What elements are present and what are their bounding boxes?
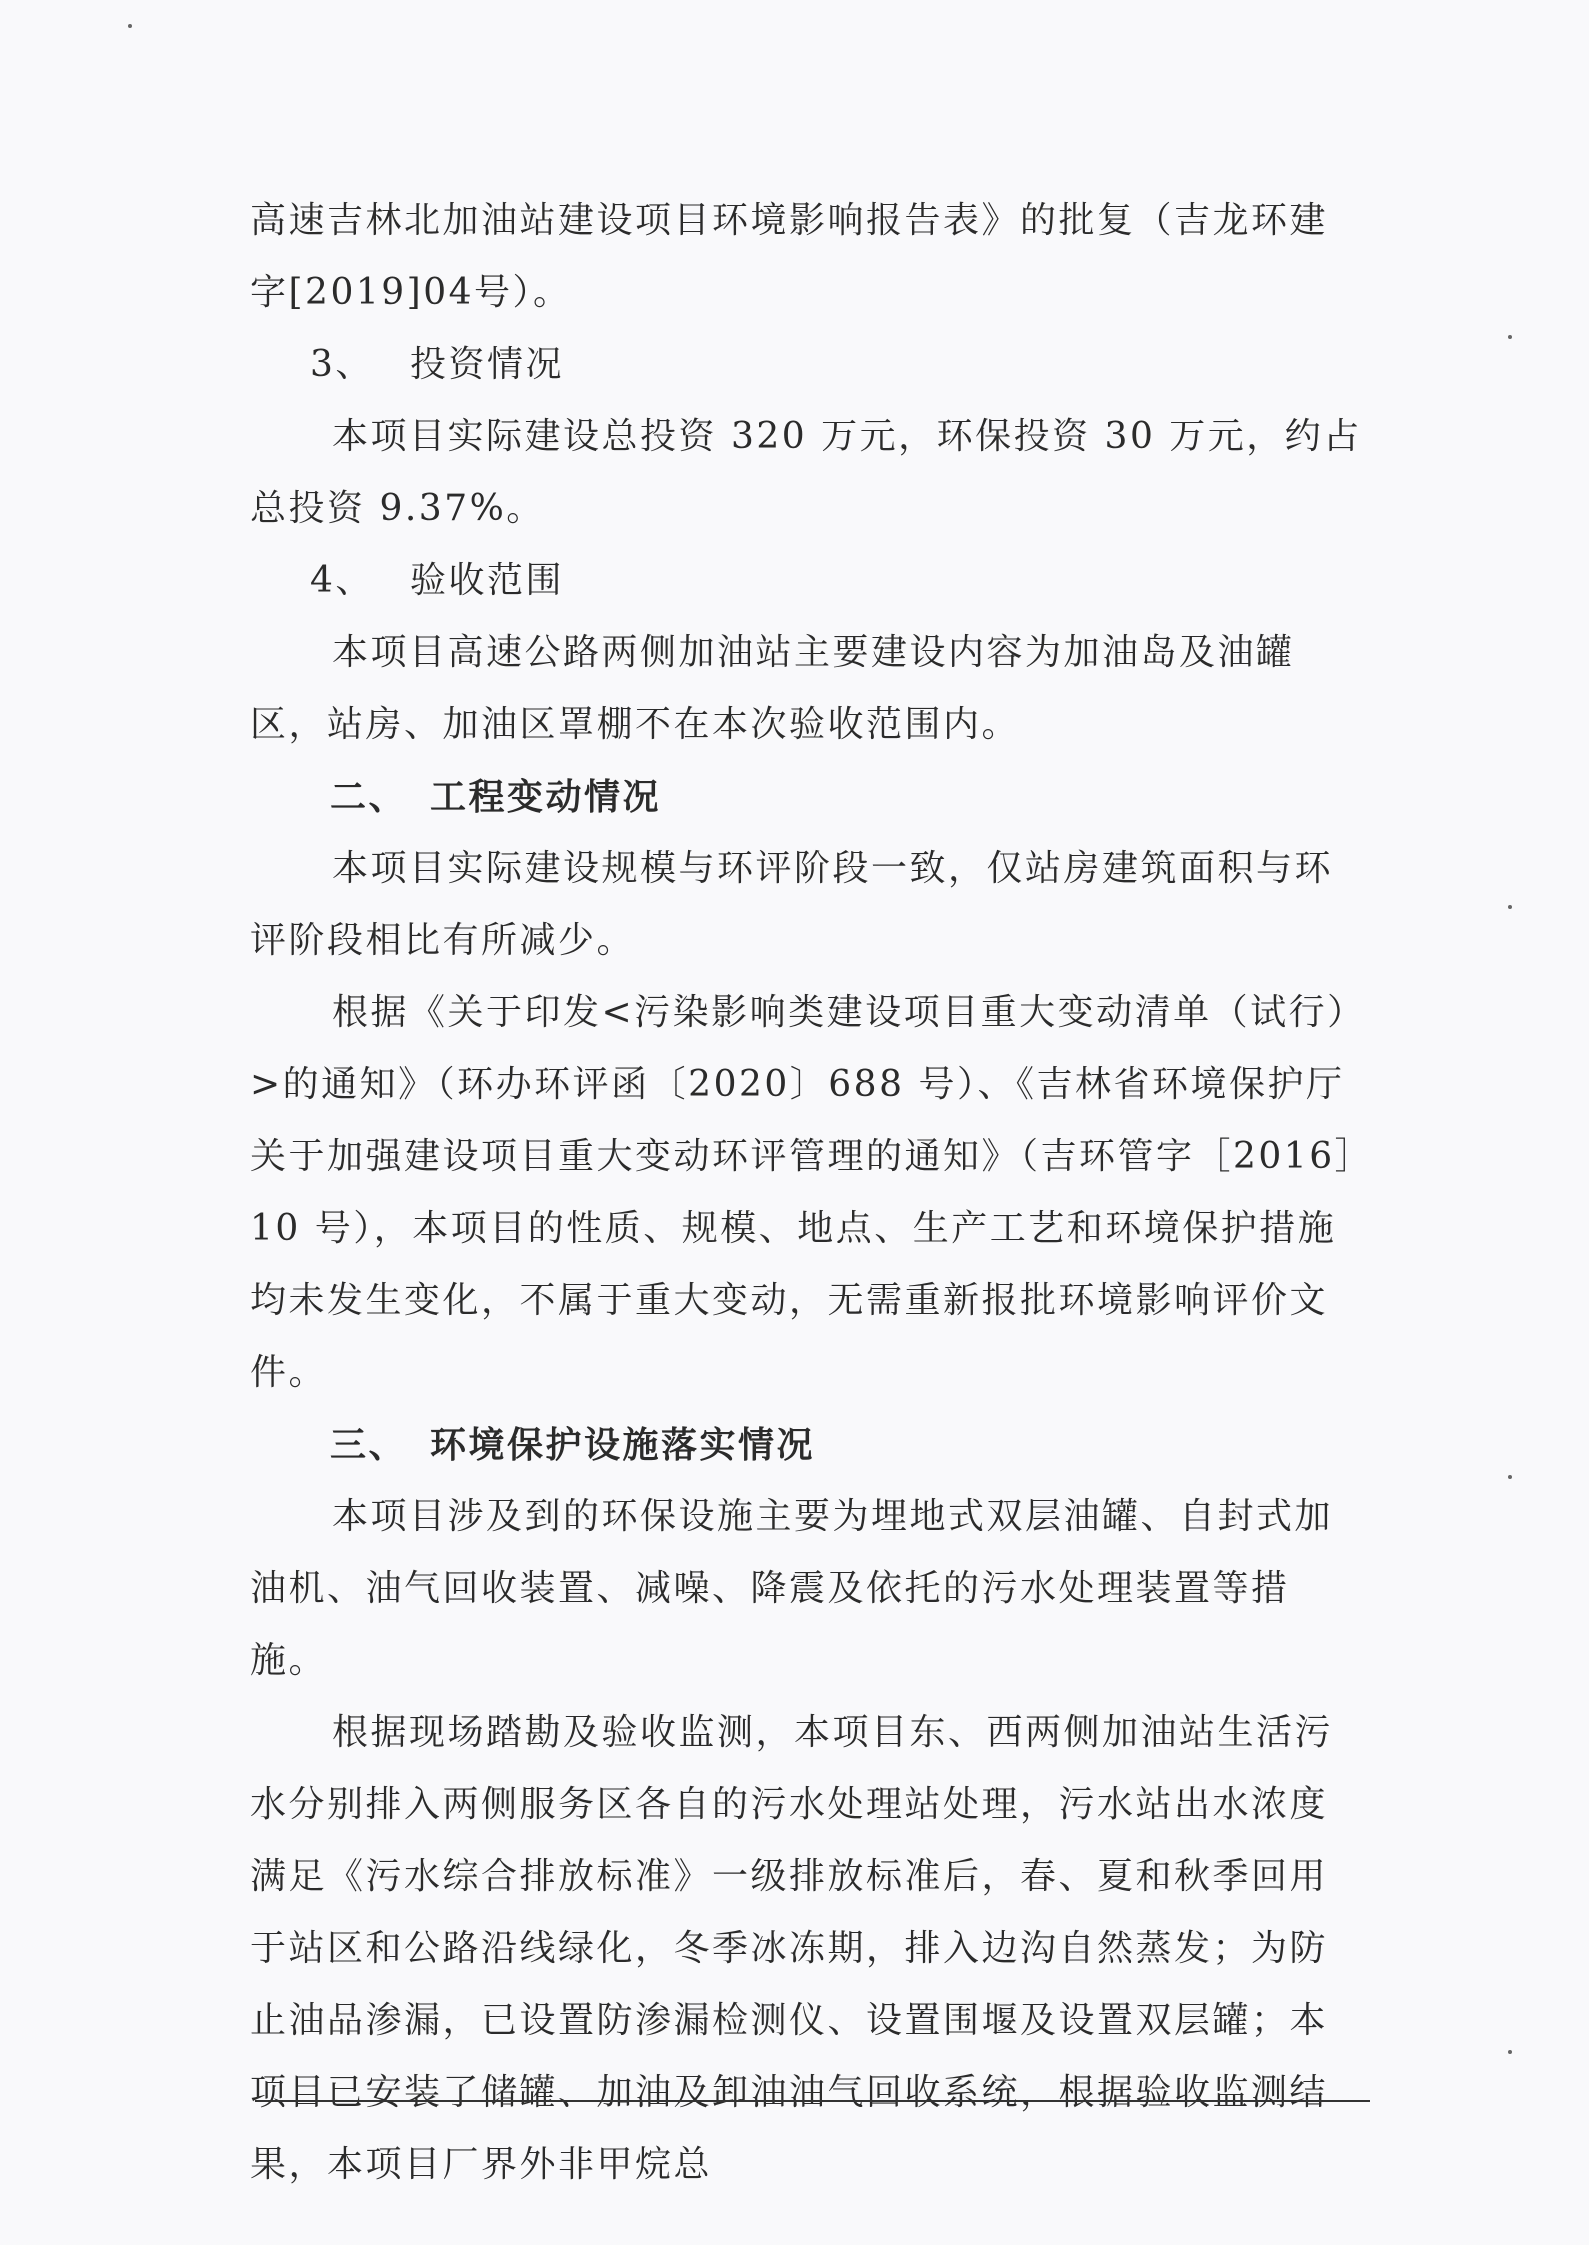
scan-speck xyxy=(1508,1475,1512,1479)
scan-speck xyxy=(1508,335,1512,339)
paragraph-monitoring: 根据现场踏勘及验收监测，本项目东、西两侧加油站生活污水分别排入两侧服务区各自的污水处理站处理，污水站出水浓度满足《污水综合排放标准》一级排放标准后，春、夏和秋季回用于站区和公路沿线绿化，冬季冰冻期，排入边沟自然蒸发；为防止油品渗漏，已设置防渗漏检测仪、设置围堰及设置双层罐；本项目已安装了储罐、加油及卸油油气回收系统，根据验收监测结果，本项目厂界外非甲烷总 xyxy=(250,1712,1334,2185)
section-title: 工程变动情况 xyxy=(430,776,662,818)
paragraph-approval-tail: 高速吉林北加油站建设项目环境影响报告表》的批复（吉龙环建字[2019]04号）。 xyxy=(250,200,1329,313)
section-number: 二、 xyxy=(330,776,408,818)
subsection-number: 3、 xyxy=(310,344,374,385)
paragraph-scope: 本项目高速公路两侧加油站主要建设内容为加油岛及油罐区，站房、加油区罩棚不在本次验收范围内。 xyxy=(250,632,1295,745)
document-body xyxy=(250,185,1365,2201)
paragraph-regulations: 根据《关于印发<污染影响类建设项目重大变动清单（试行）>的通知》（环办环评函〔2020〕688 号）、《吉林省环境保护厅关于加强建设项目重大变动环评管理的通知》（吉环管字［2016］10 号），本项目的性质、规模、地点、生产工艺和环境保护措施均未发生变化，不属于重大变动，无需重新报批环境影响评价文件。 xyxy=(250,992,1356,1393)
scan-speck xyxy=(1508,2050,1512,2054)
subsection-heading-scope xyxy=(250,545,1365,617)
section-heading-changes xyxy=(250,761,1365,833)
section-number: 三、 xyxy=(330,1424,408,1466)
subsection-number: 4、 xyxy=(310,560,374,601)
section-title: 环境保护设施落实情况 xyxy=(430,1424,816,1466)
paragraph-facilities: 本项目涉及到的环保设施主要为埋地式双层油罐、自封式加油机、油气回收装置、减噪、降震及依托的污水处理装置等措施。 xyxy=(250,1496,1334,1681)
section-heading-env-facilities xyxy=(250,1409,1365,1481)
paragraph-investment: 本项目实际建设总投资 320 万元，环保投资 30 万元，约占总投资 9.37%。 xyxy=(250,416,1362,529)
subsection-title: 投资情况 xyxy=(410,344,565,385)
paragraph-changes: 本项目实际建设规模与环评阶段一致，仅站房建筑面积与环评阶段相比有所减少。 xyxy=(250,848,1334,961)
scan-speck xyxy=(1508,905,1512,909)
scan-speck xyxy=(128,24,132,28)
subsection-title: 验收范围 xyxy=(410,560,565,601)
subsection-heading-investment xyxy=(250,329,1365,401)
footer-rule xyxy=(255,2100,1370,2102)
